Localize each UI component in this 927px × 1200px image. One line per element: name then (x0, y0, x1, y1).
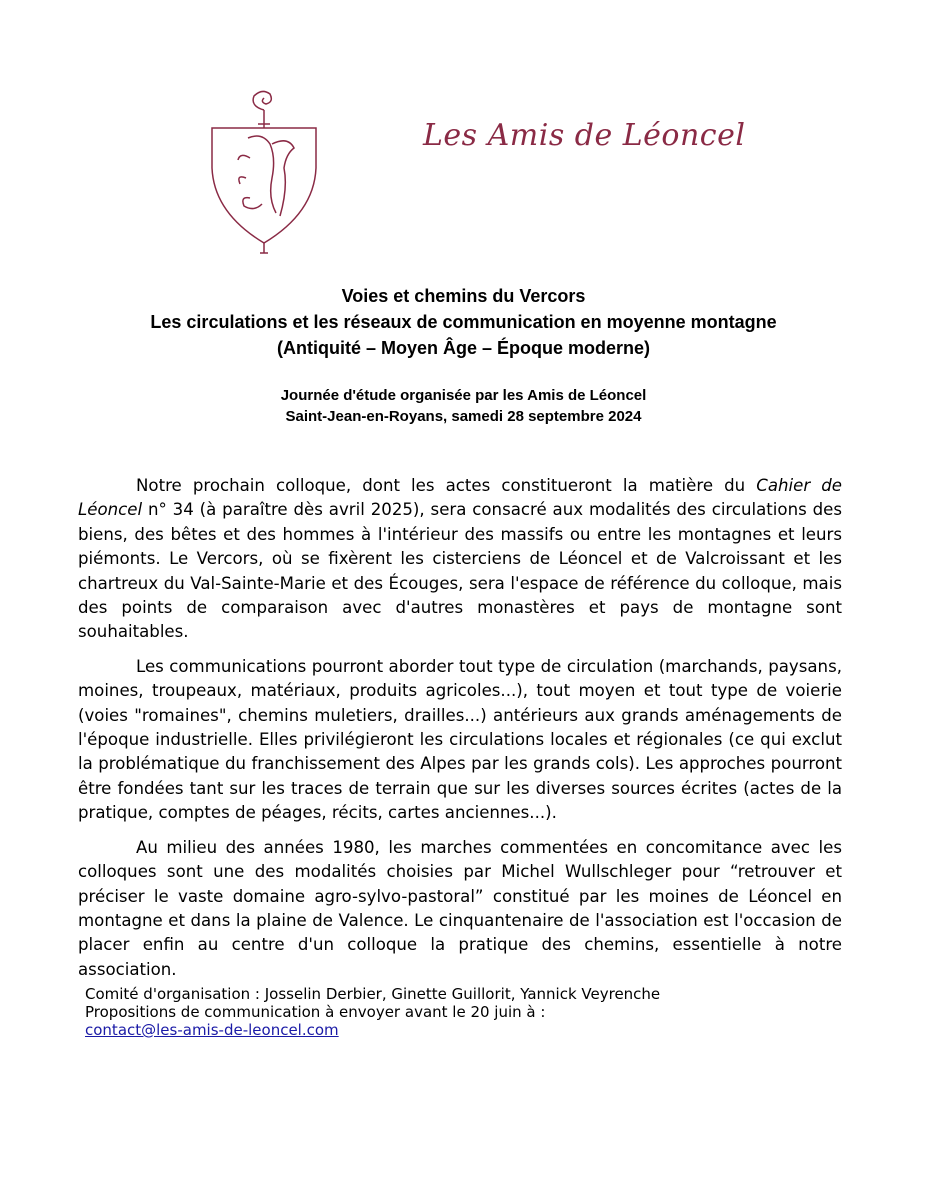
title-line: (Antiquité – Moyen Âge – Époque moderne) (276, 338, 651, 358)
proposals: Propositions de communication à envoyer avant le 20 juin à : (85, 1003, 546, 1021)
footer (85, 985, 660, 1039)
document-subtitle (0, 385, 927, 427)
document-title (0, 283, 927, 361)
subtitle-line: Journée d'étude organisée par les Amis de Léoncel (280, 387, 647, 404)
body-text (78, 474, 842, 992)
contact-email-link[interactable]: contact@les-amis-de-leoncel.com (85, 1021, 339, 1039)
subtitle-line: Saint-Jean-en-Royans, samedi 28 septembre 2024 (285, 408, 642, 425)
coat-of-arms-logo (210, 88, 320, 258)
publication-title: Cahier de Léoncel (78, 476, 842, 520)
paragraph: Au milieu des années 1980, les marches commentées en concomitance avec les colloques sont une des modalités choisies par Michel Wullschleger pour “retrouver et préciser le vaste domaine agro-sylvo-pastoral” constitué par les moines de Léoncel en montagne et dans la plaine de Valence. Le cinquantenaire de l'association est l'occasion de placer enfin au centre d'un colloque la pratique des chemins, essentielle à notre association. (78, 837, 842, 979)
brand-wordmark: Les Amis de Léoncel (423, 118, 746, 153)
text: n° 34 (à paraître dès avril 2025), sera consacré aux modalités des circulations des biens, des bêtes et des hommes à l'intérieur des massifs ou entre les montagnes et leurs piémonts. Le Vercors, où se fixèrent les cisterciens de Léoncel et de Valcroissant et les chartreux du Val-Sainte-Marie et des Écouges, sera l'espace de référence du colloque, mais des points de comparaison avec d'autres monastères et pays de montagne sont souhaitables. (78, 500, 842, 642)
title-line: Voies et chemins du Vercors (341, 286, 586, 306)
text: Notre prochain colloque, dont les actes constitueront la matière du (136, 476, 757, 495)
committee: Comité d'organisation : Josselin Derbier, Ginette Guillorit, Yannick Veyrenche (85, 985, 661, 1003)
title-line: Les circulations et les réseaux de communication en moyenne montagne (150, 312, 777, 332)
paragraph: Les communications pourront aborder tout type de circulation (marchands, paysans, moines, troupeaux, matériaux, produits agricoles...), tout moyen et tout type de voierie (voies "romaines", chemins muletiers, drailles...) antérieurs aux grands aménagements de l'époque industrielle. Elles privilégieront les circulations locales et régionales (ce qui exclut la problématique du franchissement des Alpes par les grands cols). Les approches pourront être fondées tant sur les traces de terrain que sur les diverses sources écrites (actes de la pratique, comptes de péages, récits, cartes anciennes...). (78, 656, 842, 823)
paragraph (78, 474, 842, 645)
